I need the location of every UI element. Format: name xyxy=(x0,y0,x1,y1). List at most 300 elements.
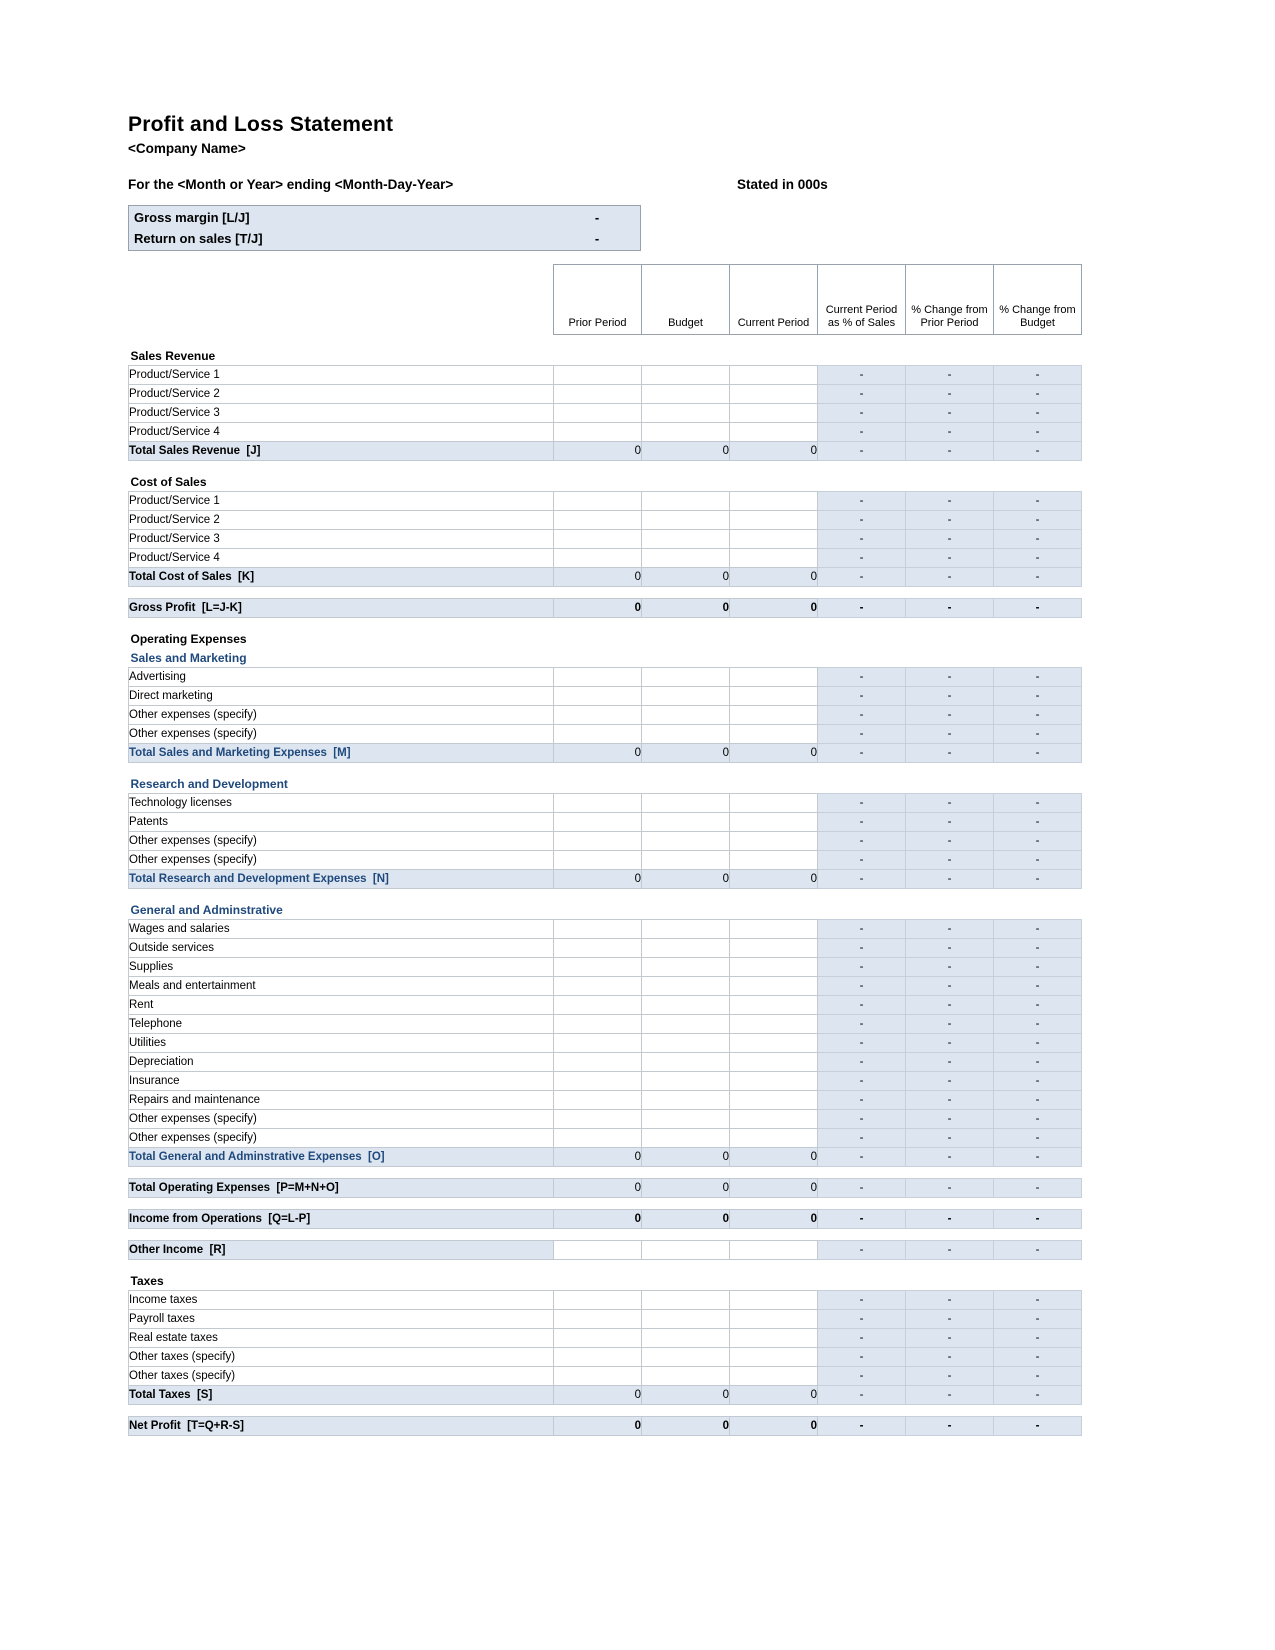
input-cell[interactable] xyxy=(730,1053,818,1072)
percent-cell: - xyxy=(818,1329,906,1348)
input-cell[interactable] xyxy=(554,813,642,832)
percent-cell: - xyxy=(818,385,906,404)
table-row xyxy=(129,687,1082,706)
percent-cell: - xyxy=(994,1417,1082,1436)
input-cell[interactable] xyxy=(730,920,818,939)
subsection-header: General and Adminstrative xyxy=(130,902,283,917)
percent-cell: - xyxy=(818,366,906,385)
page-title: Profit and Loss Statement xyxy=(128,113,394,136)
percent-cell: - xyxy=(906,832,994,851)
percent-cell: - xyxy=(906,599,994,618)
row-label: Other expenses (specify) xyxy=(129,1110,554,1129)
percent-cell: - xyxy=(818,794,906,813)
section-header: Cost of Sales xyxy=(130,474,207,489)
percent-cell: - xyxy=(906,996,994,1015)
input-cell[interactable] xyxy=(730,366,818,385)
percent-cell: - xyxy=(994,851,1082,870)
value-cell: 0 xyxy=(730,1148,818,1167)
row-label: Product/Service 4 xyxy=(129,423,554,442)
input-cell[interactable] xyxy=(642,1329,730,1348)
percent-cell: - xyxy=(994,794,1082,813)
percent-cell: - xyxy=(906,1053,994,1072)
input-cell[interactable] xyxy=(642,530,730,549)
table-row xyxy=(129,549,1082,568)
percent-cell: - xyxy=(818,1386,906,1405)
percent-cell: - xyxy=(906,366,994,385)
input-cell[interactable] xyxy=(730,1329,818,1348)
row-label: Repairs and maintenance xyxy=(129,1091,554,1110)
row-label: Product/Service 4 xyxy=(129,549,554,568)
input-cell[interactable] xyxy=(730,1110,818,1129)
percent-cell: - xyxy=(994,687,1082,706)
gap-row xyxy=(129,461,1082,473)
input-cell[interactable] xyxy=(642,687,730,706)
input-cell[interactable] xyxy=(554,687,642,706)
percent-cell: - xyxy=(818,851,906,870)
input-cell[interactable] xyxy=(642,511,730,530)
percent-cell: - xyxy=(994,1386,1082,1405)
input-cell[interactable] xyxy=(730,423,818,442)
table-row xyxy=(129,813,1082,832)
input-cell[interactable] xyxy=(642,725,730,744)
percent-cell: - xyxy=(994,813,1082,832)
percent-cell: - xyxy=(906,725,994,744)
percent-cell: - xyxy=(818,744,906,763)
row-label: Other taxes (specify) xyxy=(129,1367,554,1386)
summary-row xyxy=(129,207,640,228)
percent-cell: - xyxy=(994,1129,1082,1148)
table-row xyxy=(129,1129,1082,1148)
percent-cell: - xyxy=(906,385,994,404)
input-cell[interactable] xyxy=(642,920,730,939)
input-cell[interactable] xyxy=(730,1034,818,1053)
input-cell[interactable] xyxy=(730,1129,818,1148)
table-row xyxy=(129,1417,1082,1436)
summary-label: Return on sales [T/J] xyxy=(134,231,263,246)
input-cell[interactable] xyxy=(554,385,642,404)
input-cell[interactable] xyxy=(642,939,730,958)
value-cell: 0 xyxy=(554,870,642,889)
input-cell[interactable] xyxy=(554,832,642,851)
gap-row xyxy=(129,763,1082,775)
percent-cell: - xyxy=(906,813,994,832)
percent-cell: - xyxy=(994,404,1082,423)
percent-cell: - xyxy=(818,1091,906,1110)
input-cell[interactable] xyxy=(642,1091,730,1110)
value-cell: 0 xyxy=(730,568,818,587)
row-label: Total Research and Development Expenses [N] xyxy=(129,870,554,889)
percent-cell: - xyxy=(994,668,1082,687)
input-cell[interactable] xyxy=(730,1091,818,1110)
input-cell[interactable] xyxy=(642,1110,730,1129)
row-label: Meals and entertainment xyxy=(129,977,554,996)
percent-cell: - xyxy=(906,423,994,442)
input-cell[interactable] xyxy=(554,958,642,977)
input-cell[interactable] xyxy=(554,977,642,996)
row-label: Outside services xyxy=(129,939,554,958)
percent-cell: - xyxy=(994,530,1082,549)
value-cell: 0 xyxy=(730,1417,818,1436)
row-label: Technology licenses xyxy=(129,794,554,813)
input-cell[interactable] xyxy=(554,423,642,442)
percent-cell: - xyxy=(994,366,1082,385)
input-cell[interactable] xyxy=(554,920,642,939)
table-row xyxy=(129,832,1082,851)
row-label: Product/Service 3 xyxy=(129,530,554,549)
input-cell[interactable] xyxy=(554,530,642,549)
percent-cell: - xyxy=(906,1179,994,1198)
table-row xyxy=(129,599,1082,618)
input-cell[interactable] xyxy=(730,1241,818,1260)
percent-cell: - xyxy=(994,1110,1082,1129)
input-cell[interactable] xyxy=(730,1015,818,1034)
row-label: Patents xyxy=(129,813,554,832)
percent-cell: - xyxy=(994,1053,1082,1072)
column-header-row xyxy=(129,265,1082,335)
subsection-header: Sales and Marketing xyxy=(130,650,247,665)
value-cell: 0 xyxy=(642,568,730,587)
table-row xyxy=(129,1091,1082,1110)
percent-cell: - xyxy=(906,1291,994,1310)
input-cell[interactable] xyxy=(642,851,730,870)
input-cell[interactable] xyxy=(554,1367,642,1386)
input-cell[interactable] xyxy=(554,1291,642,1310)
gap-row xyxy=(129,1405,1082,1417)
percent-cell: - xyxy=(906,1367,994,1386)
row-label: Other expenses (specify) xyxy=(129,706,554,725)
table-row xyxy=(129,851,1082,870)
input-cell[interactable] xyxy=(730,1072,818,1091)
gap-cell xyxy=(129,763,1082,775)
value-cell: 0 xyxy=(642,442,730,461)
row-label: Supplies xyxy=(129,958,554,977)
percent-cell: - xyxy=(994,492,1082,511)
table-row xyxy=(129,1072,1082,1091)
value-cell: 0 xyxy=(730,870,818,889)
input-cell[interactable] xyxy=(642,1367,730,1386)
row-label: Other expenses (specify) xyxy=(129,725,554,744)
percent-cell: - xyxy=(818,1210,906,1229)
table-row xyxy=(129,901,1082,920)
percent-cell: - xyxy=(906,1091,994,1110)
table-row xyxy=(129,1386,1082,1405)
input-cell[interactable] xyxy=(730,813,818,832)
pl-table xyxy=(128,264,1082,1436)
table-row xyxy=(129,725,1082,744)
input-cell[interactable] xyxy=(554,1091,642,1110)
input-cell[interactable] xyxy=(642,1072,730,1091)
input-cell[interactable] xyxy=(554,366,642,385)
table-row xyxy=(129,1329,1082,1348)
percent-cell: - xyxy=(994,599,1082,618)
gap-row xyxy=(129,1167,1082,1179)
input-cell[interactable] xyxy=(642,404,730,423)
percent-cell: - xyxy=(994,725,1082,744)
percent-cell: - xyxy=(994,568,1082,587)
row-label: Telephone xyxy=(129,1015,554,1034)
gap-cell xyxy=(129,618,1082,630)
input-cell[interactable] xyxy=(554,1348,642,1367)
input-cell[interactable] xyxy=(730,549,818,568)
input-cell[interactable] xyxy=(642,1129,730,1148)
table-row xyxy=(129,1034,1082,1053)
row-label: Total Cost of Sales [K] xyxy=(129,568,554,587)
table-row xyxy=(129,706,1082,725)
percent-cell: - xyxy=(906,794,994,813)
table-row xyxy=(129,870,1082,889)
input-cell[interactable] xyxy=(642,1291,730,1310)
period-line xyxy=(128,177,1083,195)
percent-cell: - xyxy=(906,1015,994,1034)
input-cell[interactable] xyxy=(730,977,818,996)
input-cell[interactable] xyxy=(642,1310,730,1329)
percent-cell: - xyxy=(818,687,906,706)
input-cell[interactable] xyxy=(642,813,730,832)
percent-cell: - xyxy=(994,706,1082,725)
input-cell[interactable] xyxy=(730,832,818,851)
input-cell[interactable] xyxy=(730,1310,818,1329)
company-name: <Company Name> xyxy=(128,141,246,156)
percent-cell: - xyxy=(818,1367,906,1386)
percent-cell: - xyxy=(818,568,906,587)
input-cell[interactable] xyxy=(554,996,642,1015)
table-row xyxy=(129,1272,1082,1291)
table-row xyxy=(129,920,1082,939)
percent-cell: - xyxy=(906,939,994,958)
percent-cell: - xyxy=(818,1110,906,1129)
input-cell[interactable] xyxy=(642,1034,730,1053)
percent-cell: - xyxy=(994,832,1082,851)
value-cell: 0 xyxy=(554,1179,642,1198)
input-cell[interactable] xyxy=(554,1129,642,1148)
column-header-1: Budget xyxy=(642,265,730,335)
input-cell[interactable] xyxy=(730,794,818,813)
table-row xyxy=(129,1015,1082,1034)
input-cell[interactable] xyxy=(642,794,730,813)
table-row xyxy=(129,1179,1082,1198)
input-cell[interactable] xyxy=(554,1015,642,1034)
percent-cell: - xyxy=(994,1367,1082,1386)
input-cell[interactable] xyxy=(554,851,642,870)
input-cell[interactable] xyxy=(730,530,818,549)
input-cell[interactable] xyxy=(642,832,730,851)
percent-cell: - xyxy=(906,920,994,939)
percent-cell: - xyxy=(994,1241,1082,1260)
gap-row xyxy=(129,587,1082,599)
input-cell[interactable] xyxy=(554,404,642,423)
percent-cell: - xyxy=(906,530,994,549)
section-header: Taxes xyxy=(130,1273,164,1288)
row-label: Rent xyxy=(129,996,554,1015)
input-cell[interactable] xyxy=(730,687,818,706)
value-cell: 0 xyxy=(554,1386,642,1405)
input-cell[interactable] xyxy=(642,366,730,385)
gap-row xyxy=(129,1260,1082,1272)
value-cell: 0 xyxy=(642,1179,730,1198)
table-row xyxy=(129,1241,1082,1260)
row-label: Total Sales and Marketing Expenses [M] xyxy=(129,744,554,763)
input-cell[interactable] xyxy=(642,706,730,725)
value-cell: 0 xyxy=(730,1386,818,1405)
value-cell: 0 xyxy=(554,1148,642,1167)
gap-cell xyxy=(129,1229,1082,1241)
table-row xyxy=(129,794,1082,813)
percent-cell: - xyxy=(818,725,906,744)
input-cell[interactable] xyxy=(730,939,818,958)
percent-cell: - xyxy=(818,442,906,461)
input-cell[interactable] xyxy=(730,511,818,530)
input-cell[interactable] xyxy=(642,668,730,687)
percent-cell: - xyxy=(818,832,906,851)
input-cell[interactable] xyxy=(642,1348,730,1367)
input-cell[interactable] xyxy=(554,794,642,813)
percent-cell: - xyxy=(906,1329,994,1348)
value-cell: 0 xyxy=(554,568,642,587)
percent-cell: - xyxy=(818,1179,906,1198)
row-label: Total Sales Revenue [J] xyxy=(129,442,554,461)
gap-cell xyxy=(129,1405,1082,1417)
summary-value: - xyxy=(594,210,600,225)
column-header-0: Prior Period xyxy=(554,265,642,335)
table-row xyxy=(129,958,1082,977)
percent-cell: - xyxy=(906,1241,994,1260)
table-row xyxy=(129,1210,1082,1229)
input-cell[interactable] xyxy=(554,1072,642,1091)
percent-cell: - xyxy=(818,1241,906,1260)
input-cell[interactable] xyxy=(730,668,818,687)
input-cell[interactable] xyxy=(554,668,642,687)
percent-cell: - xyxy=(994,1329,1082,1348)
percent-cell: - xyxy=(906,1417,994,1436)
column-header-3: Current Period as % of Sales xyxy=(818,265,906,335)
input-cell[interactable] xyxy=(554,1310,642,1329)
row-label: Product/Service 2 xyxy=(129,511,554,530)
input-cell[interactable] xyxy=(554,939,642,958)
percent-cell: - xyxy=(818,920,906,939)
percent-cell: - xyxy=(994,1291,1082,1310)
percent-cell: - xyxy=(818,977,906,996)
input-cell[interactable] xyxy=(730,492,818,511)
input-cell[interactable] xyxy=(642,423,730,442)
percent-cell: - xyxy=(906,851,994,870)
input-cell[interactable] xyxy=(554,1110,642,1129)
input-cell[interactable] xyxy=(730,1348,818,1367)
table-row xyxy=(129,939,1082,958)
table-row xyxy=(129,404,1082,423)
percent-cell: - xyxy=(906,442,994,461)
percent-cell: - xyxy=(818,1148,906,1167)
input-cell[interactable] xyxy=(642,549,730,568)
table-row xyxy=(129,473,1082,492)
percent-cell: - xyxy=(994,549,1082,568)
input-cell[interactable] xyxy=(554,511,642,530)
input-cell[interactable] xyxy=(730,958,818,977)
percent-cell: - xyxy=(906,687,994,706)
input-cell[interactable] xyxy=(554,706,642,725)
row-label: Product/Service 1 xyxy=(129,366,554,385)
percent-cell: - xyxy=(818,1417,906,1436)
column-header-2: Current Period xyxy=(730,265,818,335)
input-cell[interactable] xyxy=(730,1291,818,1310)
input-cell[interactable] xyxy=(642,1241,730,1260)
input-cell[interactable] xyxy=(554,1329,642,1348)
input-cell[interactable] xyxy=(730,1367,818,1386)
table-row xyxy=(129,511,1082,530)
input-cell[interactable] xyxy=(730,851,818,870)
gap-cell xyxy=(129,1198,1082,1210)
percent-cell: - xyxy=(906,1034,994,1053)
percent-cell: - xyxy=(994,1015,1082,1034)
row-label: Gross Profit [L=J-K] xyxy=(129,599,554,618)
summary-value: - xyxy=(594,231,600,246)
percent-cell: - xyxy=(994,920,1082,939)
input-cell[interactable] xyxy=(730,404,818,423)
summary-label: Gross margin [L/J] xyxy=(134,210,250,225)
input-cell[interactable] xyxy=(554,549,642,568)
percent-cell: - xyxy=(818,511,906,530)
value-cell: 0 xyxy=(554,442,642,461)
column-header-4: % Change from Prior Period xyxy=(906,265,994,335)
input-cell[interactable] xyxy=(554,725,642,744)
input-cell[interactable] xyxy=(642,1053,730,1072)
percent-cell: - xyxy=(906,744,994,763)
percent-cell: - xyxy=(994,385,1082,404)
percent-cell: - xyxy=(906,1348,994,1367)
percent-cell: - xyxy=(906,568,994,587)
percent-cell: - xyxy=(906,668,994,687)
gap-cell xyxy=(129,461,1082,473)
gap-row xyxy=(129,1229,1082,1241)
percent-cell: - xyxy=(818,1034,906,1053)
input-cell[interactable] xyxy=(554,1034,642,1053)
input-cell[interactable] xyxy=(730,385,818,404)
input-cell[interactable] xyxy=(730,706,818,725)
table-row xyxy=(129,423,1082,442)
input-cell[interactable] xyxy=(642,958,730,977)
input-cell[interactable] xyxy=(642,492,730,511)
row-label: Total General and Adminstrative Expenses [O] xyxy=(129,1148,554,1167)
gap-cell xyxy=(129,335,1082,347)
input-cell[interactable] xyxy=(642,385,730,404)
row-label: Product/Service 1 xyxy=(129,492,554,511)
percent-cell: - xyxy=(994,958,1082,977)
input-cell[interactable] xyxy=(730,996,818,1015)
value-cell: 0 xyxy=(642,870,730,889)
summary-box xyxy=(128,205,641,251)
table-row xyxy=(129,1110,1082,1129)
table-row xyxy=(129,347,1082,366)
input-cell[interactable] xyxy=(554,1241,642,1260)
input-cell[interactable] xyxy=(554,492,642,511)
input-cell[interactable] xyxy=(642,1015,730,1034)
value-cell: 0 xyxy=(730,599,818,618)
input-cell[interactable] xyxy=(642,996,730,1015)
percent-cell: - xyxy=(906,549,994,568)
percent-cell: - xyxy=(906,1148,994,1167)
value-cell: 0 xyxy=(554,1417,642,1436)
percent-cell: - xyxy=(994,1179,1082,1198)
column-header-5: % Change from Budget xyxy=(994,265,1082,335)
column-header-spacer xyxy=(129,265,554,335)
table-row xyxy=(129,385,1082,404)
percent-cell: - xyxy=(906,1210,994,1229)
input-cell[interactable] xyxy=(554,1053,642,1072)
table-row xyxy=(129,977,1082,996)
table-row xyxy=(129,996,1082,1015)
input-cell[interactable] xyxy=(730,725,818,744)
input-cell[interactable] xyxy=(642,977,730,996)
table-row xyxy=(129,1291,1082,1310)
